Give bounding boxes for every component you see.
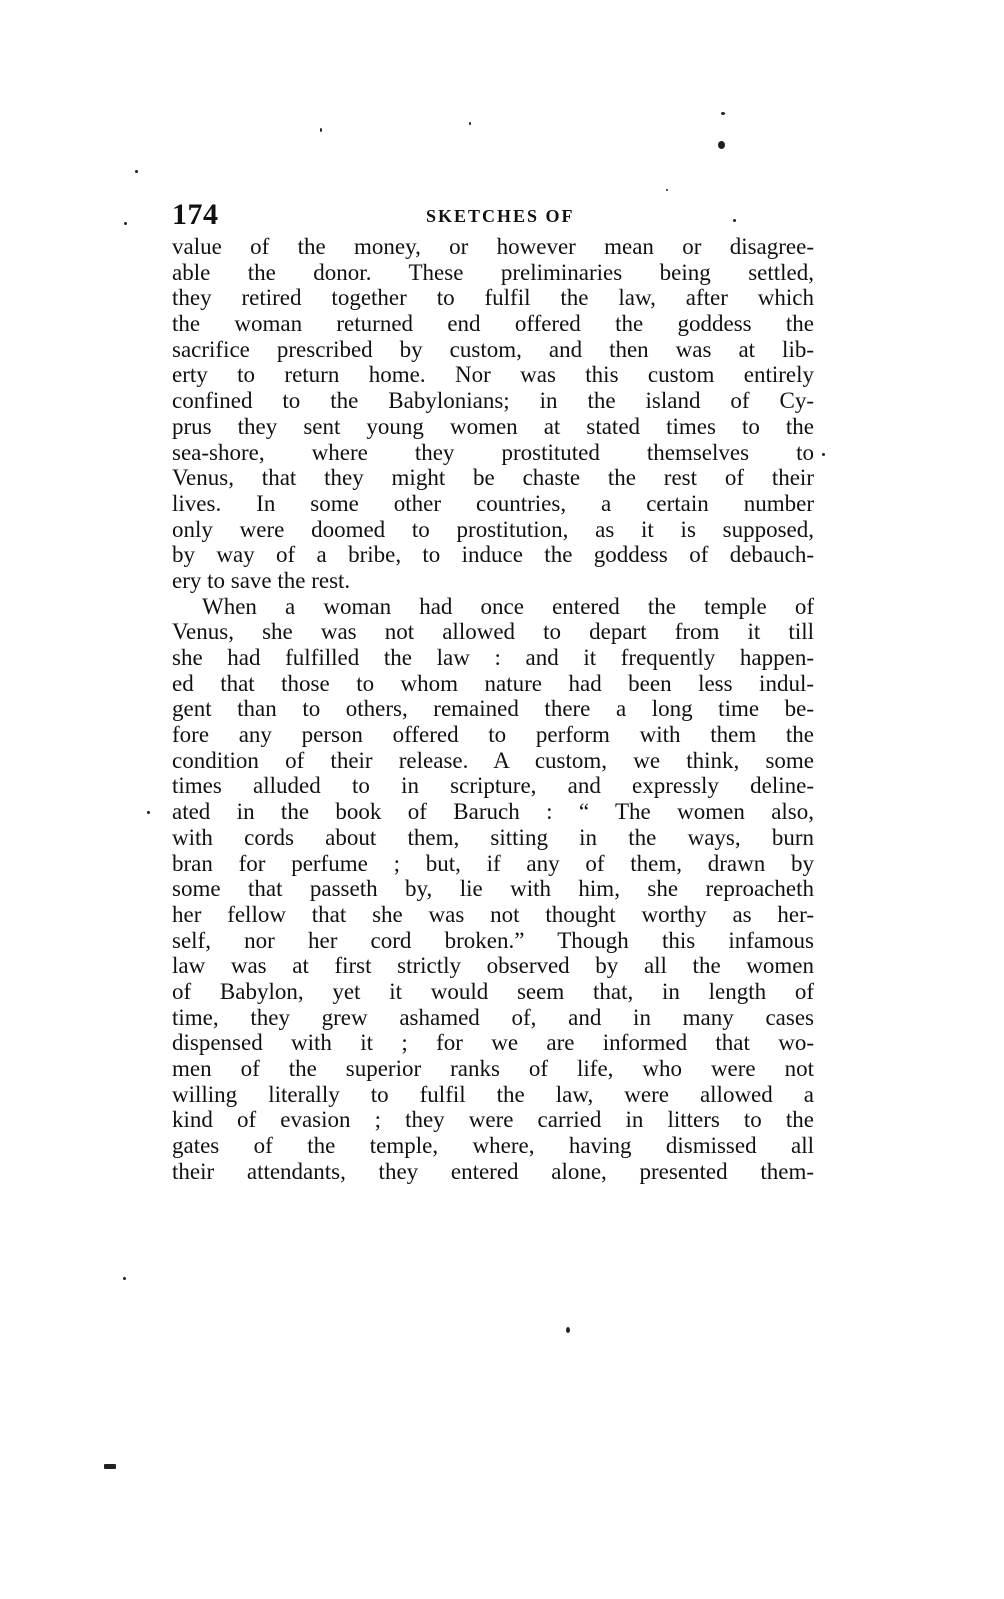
text-line: men of the superior ranks of life, who were not <box>172 1056 814 1081</box>
scan-speck <box>147 811 150 814</box>
scan-speck <box>135 170 138 173</box>
scan-speck <box>123 1277 126 1280</box>
scan-speck <box>721 112 725 115</box>
text-line: some that passeth by, lie with him, she reproacheth <box>172 876 814 902</box>
scan-speck <box>718 141 725 149</box>
scan-speck <box>822 453 825 456</box>
text-line: able the donor. These preliminaries being settled, <box>172 259 814 285</box>
text-line: confined to the Babylonians; in the island of Cy- <box>172 388 814 414</box>
text-line: value of the money, or however mean or disagree- <box>172 234 814 259</box>
text-line: kind of evasion ; they were carried in litters to the <box>172 1107 814 1133</box>
text-line: self, nor her cord broken.” Though this infamous <box>172 927 814 953</box>
page-header <box>172 198 812 238</box>
text-line: by way of a bribe, to induce the goddess of debauch- <box>172 542 814 568</box>
scan-speck <box>733 219 736 222</box>
text-line: her fellow that she was not thought worthy as her- <box>172 901 814 927</box>
text-line: willing literally to fulfil the law, were allowed a <box>172 1081 814 1107</box>
text-line: only were doomed to prostitution, as it is supposed, <box>172 516 814 542</box>
text-line: sacrifice prescribed by custom, and then was at lib- <box>172 336 814 362</box>
text-line: law was at first strictly observed by all the women <box>172 953 814 979</box>
text-line: lives. In some other countries, a certain number <box>172 490 814 516</box>
text-line: sea-shore, where they prostituted themselves to <box>172 439 814 465</box>
text-line: bran for perfume ; but, if any of them, drawn by <box>172 850 814 876</box>
scan-speck <box>104 1464 116 1469</box>
text-line: ed that those to whom nature had been less indul- <box>172 670 814 696</box>
text-line: gates of the temple, where, having dismissed all <box>172 1133 814 1159</box>
text-line: they retired together to fulfil the law, after which <box>172 285 814 311</box>
text-line: times alluded to in scripture, and expressly deline- <box>172 773 814 799</box>
text-line: erty to return home. Nor was this custom entirely <box>172 362 814 388</box>
scan-speck <box>124 222 127 225</box>
text-line: fore any person offered to perform with them the <box>172 722 814 748</box>
scan-speck <box>566 1327 570 1333</box>
scan-speck <box>320 128 322 132</box>
body-text <box>172 234 814 1184</box>
text-line: dispensed with it ; for we are informed that wo- <box>172 1030 814 1056</box>
text-line: gent than to others, remained there a long time be- <box>172 696 814 722</box>
text-line: Venus, that they might be chaste the rest of their <box>172 465 814 491</box>
running-head: SKETCHES OF <box>426 206 575 226</box>
text-line: she had fulfilled the law : and it frequently happen- <box>172 645 814 670</box>
text-line: ated in the book of Baruch : “ The women also, <box>172 799 814 825</box>
paragraph-end-line: ery to save the rest. <box>172 567 351 593</box>
page-number: 174 <box>172 198 219 231</box>
text-line: with cords about them, sitting in the ways, burn <box>172 824 814 850</box>
text-line: Venus, she was not allowed to depart from it till <box>172 619 814 645</box>
text-line: their attendants, they entered alone, presented them- <box>172 1158 814 1184</box>
scan-speck <box>469 122 471 125</box>
text-line: the woman returned end offered the goddess the <box>172 311 814 337</box>
paragraph-start-line: When a woman had once entered the temple of <box>202 593 814 619</box>
scan-speck <box>666 189 668 191</box>
text-line: time, they grew ashamed of, and in many cases <box>172 1004 814 1030</box>
text-line: prus they sent young women at stated times to the <box>172 413 814 439</box>
text-line: of Babylon, yet it would seem that, in length of <box>172 978 814 1004</box>
text-line: condition of their release. A custom, we think, some <box>172 747 814 773</box>
